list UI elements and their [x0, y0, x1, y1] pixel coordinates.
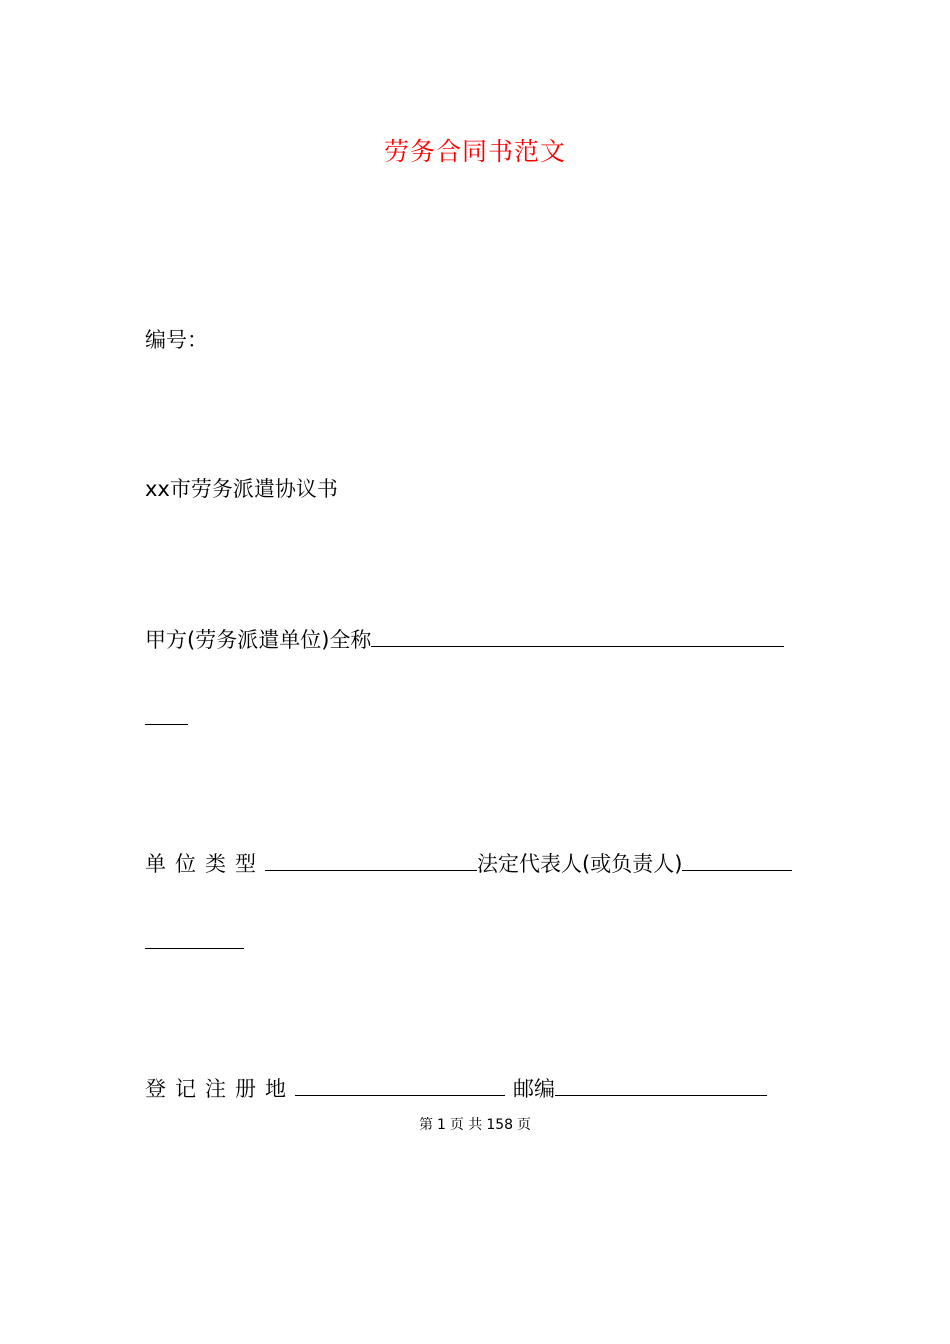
- unit-type-blank: [265, 848, 477, 871]
- document-title: 劳务合同书范文: [383, 137, 566, 166]
- number-label: 编号：: [145, 328, 208, 352]
- registration-row: [145, 1073, 767, 1103]
- party-a-label: 甲方(劳务派遣单位)全称: [145, 628, 372, 652]
- page-footer: [0, 1114, 950, 1134]
- unit-type-label: 单位类型: [145, 852, 265, 876]
- legal-rep-row-continued: [145, 926, 244, 956]
- party-a-row: [145, 624, 784, 654]
- postcode-label: 邮编: [513, 1077, 555, 1101]
- party-a-blank: [371, 624, 784, 647]
- footer-middle: 页 共: [449, 1117, 483, 1133]
- legal-rep-blank-continued: [145, 926, 244, 949]
- legal-rep-label: 法定代表人(或负责人): [477, 852, 683, 876]
- registration-label: 登记注册地: [145, 1077, 295, 1101]
- footer-prefix: 第: [418, 1117, 433, 1133]
- legal-rep-blank: [682, 848, 792, 871]
- agreement-title: xx市劳务派遣协议书: [145, 477, 338, 501]
- party-a-row-continued: [145, 702, 188, 732]
- footer-current-page: 1: [436, 1117, 446, 1133]
- unit-type-row: [145, 848, 792, 878]
- registration-blank: [295, 1073, 505, 1096]
- footer-suffix: 页: [517, 1117, 532, 1133]
- postcode-blank: [555, 1073, 767, 1096]
- footer-total-pages: 158: [486, 1117, 514, 1133]
- party-a-blank-continued: [145, 702, 188, 725]
